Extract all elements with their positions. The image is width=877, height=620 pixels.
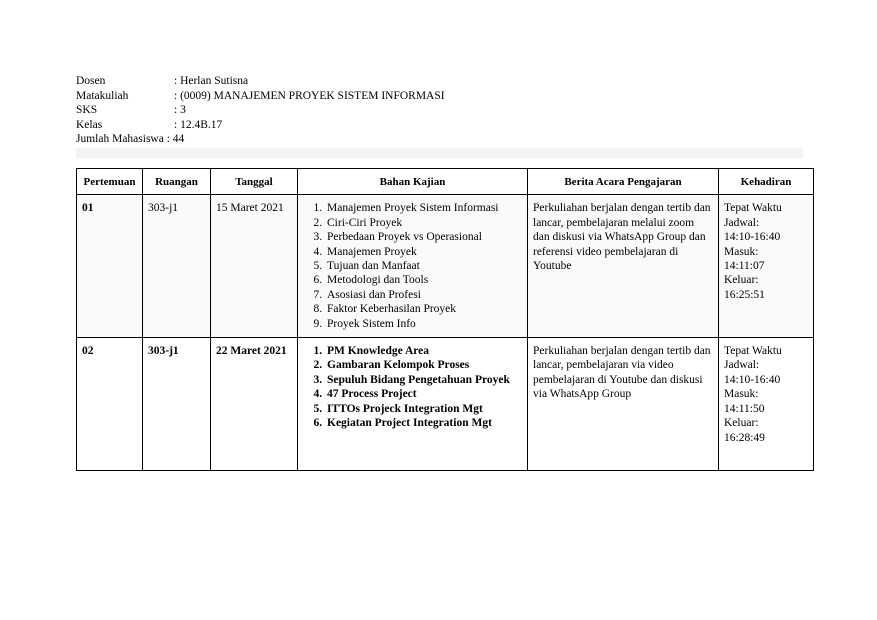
dosen-value: : Herlan Sutisna xyxy=(174,75,249,87)
bahan-kajian-cell xyxy=(298,338,528,471)
matakuliah-value: : (0009) MANAJEMEN PROYEK SISTEM INFORMASI xyxy=(174,89,445,102)
kehadiran-keluar-value: 16:25:51 xyxy=(724,288,765,301)
list-item: 2. Ciri-Ciri Proyek xyxy=(325,216,522,230)
list-item: 4. 47 Process Project xyxy=(325,387,522,401)
list-item: 5. ITTOs Projeck Integration Mgt xyxy=(325,402,522,416)
list-item: 7. Asosiasi dan Profesi xyxy=(325,288,522,302)
bahan-kajian-list xyxy=(303,201,522,331)
pertemuan-cell: 02 xyxy=(77,338,143,471)
list-item: 9. Proyek Sistem Info xyxy=(325,317,522,331)
table-row xyxy=(77,338,814,471)
kehadiran-cell xyxy=(719,195,814,338)
list-item: 8. Faktor Keberhasilan Proyek xyxy=(325,302,522,316)
header-kehadiran: Kehadiran xyxy=(719,169,814,195)
list-item: 3. Perbedaan Proyek vs Operasional xyxy=(325,230,522,244)
table-row xyxy=(77,195,814,338)
kehadiran-keluar-label: Keluar: xyxy=(724,417,759,430)
kehadiran-status: Tepat Waktu xyxy=(724,202,782,215)
jumlah-value: : 44 xyxy=(166,133,185,145)
kehadiran-keluar-value: 16:28:49 xyxy=(724,431,765,444)
header-ruangan: Ruangan xyxy=(143,169,211,195)
kehadiran-cell xyxy=(719,338,814,471)
dosen-label: Dosen xyxy=(76,75,106,87)
tanggal-cell: 22 Maret 2021 xyxy=(211,338,298,471)
list-item: 6. Metodologi dan Tools xyxy=(325,273,522,287)
list-item: 5. Tujuan dan Manfaat xyxy=(325,259,522,273)
header-tanggal: Tanggal xyxy=(211,169,298,195)
kelas-label: Kelas xyxy=(76,118,103,131)
list-item: 2. Gambaran Kelompok Proses xyxy=(325,358,522,372)
kehadiran-masuk-value: 14:11:07 xyxy=(724,260,765,273)
jumlah-row xyxy=(76,132,445,147)
header-bahan-kajian: Bahan Kajian xyxy=(298,169,528,195)
kehadiran-jadwal-label: Jadwal: xyxy=(724,359,760,372)
ruangan-cell: 303-j1 xyxy=(143,195,211,338)
header-berita-acara: Berita Acara Pengajaran xyxy=(528,169,719,195)
kelas-row xyxy=(76,118,445,133)
course-info xyxy=(76,74,445,147)
list-item: 3. Sepuluh Bidang Pengetahuan Proyek xyxy=(325,373,522,387)
kehadiran-status: Tepat Waktu xyxy=(724,345,782,358)
pertemuan-cell: 01 xyxy=(77,195,143,338)
jumlah-label: Jumlah Mahasiswa xyxy=(76,133,164,145)
kehadiran-keluar-label: Keluar: xyxy=(724,274,759,287)
list-item: 1. Manajemen Proyek Sistem Informasi xyxy=(325,201,522,215)
header-pertemuan: Pertemuan xyxy=(77,169,143,195)
dosen-row xyxy=(76,74,445,89)
sks-value: : 3 xyxy=(174,104,186,116)
berita-acara-cell: Perkuliahan berjalan dengan tertib dan lancar, pembelajaran melalui zoom dan diskusi via WhatsApp Group dan referensi video pembelajaran di Youtube xyxy=(528,195,719,338)
kehadiran-jadwal-value: 14:10-16:40 xyxy=(724,373,781,386)
kehadiran-masuk-label: Masuk: xyxy=(724,245,759,258)
list-item: 1. PM Knowledge Area xyxy=(325,344,522,358)
table-header-row xyxy=(77,169,814,195)
kehadiran-masuk-value: 14:11:50 xyxy=(724,402,765,415)
berita-acara-cell: Perkuliahan berjalan dengan tertib dan lancar, pembelajaran via video pembelajaran di Youtube dan diskusi via WhatsApp Group xyxy=(528,338,719,471)
kehadiran-masuk-label: Masuk: xyxy=(724,388,759,401)
tanggal-cell: 15 Maret 2021 xyxy=(211,195,298,338)
teaching-log-table xyxy=(76,168,814,471)
list-item: 4. Manajemen Proyek xyxy=(325,245,522,259)
ruangan-cell: 303-j1 xyxy=(143,338,211,471)
matakuliah-row xyxy=(76,89,445,104)
bahan-kajian-list xyxy=(303,344,522,430)
list-item: 6. Kegiatan Project Integration Mgt xyxy=(325,416,522,430)
separator-band xyxy=(76,148,803,158)
matakuliah-label: Matakuliah xyxy=(76,89,129,102)
sks-label: SKS xyxy=(76,104,98,116)
sks-row xyxy=(76,103,445,118)
kehadiran-jadwal-label: Jadwal: xyxy=(724,216,760,229)
kelas-value: : 12.4B.17 xyxy=(174,118,223,131)
kehadiran-jadwal-value: 14:10-16:40 xyxy=(724,231,781,244)
bahan-kajian-cell xyxy=(298,195,528,338)
